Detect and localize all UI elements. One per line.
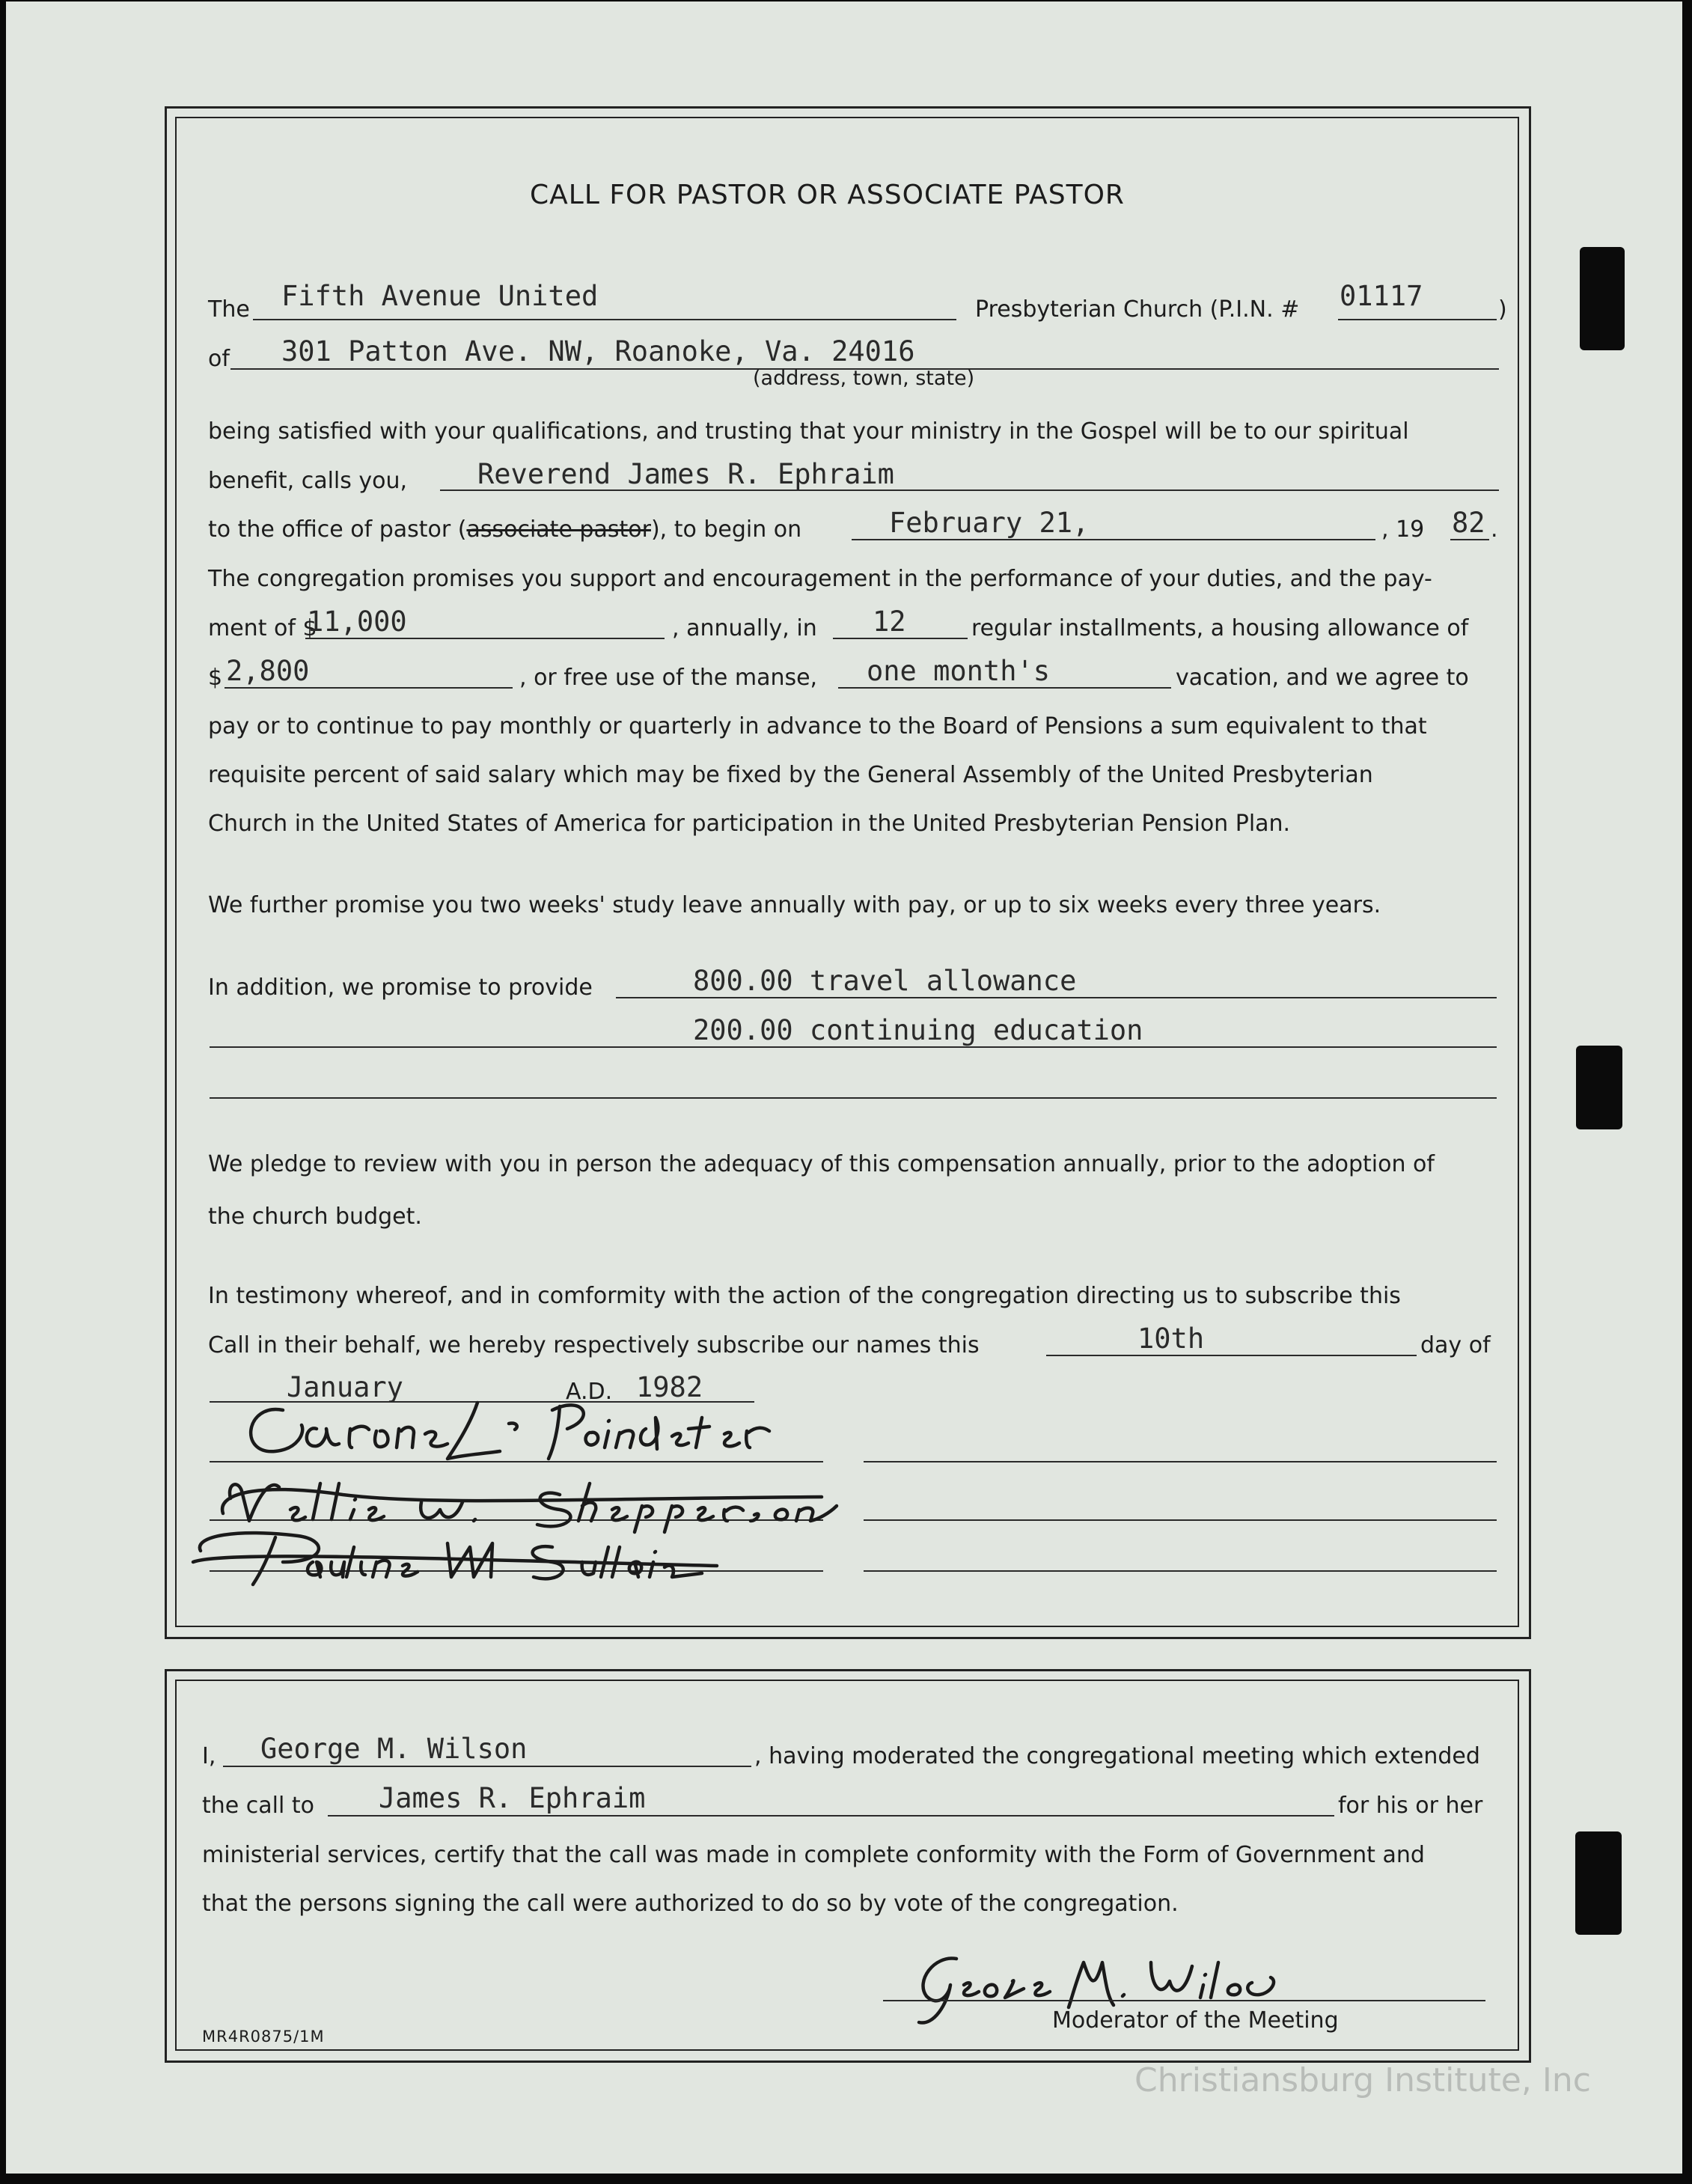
cert-moderator-rule <box>223 1766 751 1767</box>
para5-line1: We pledge to review with you in person the adequacy of this compensation annually, prior to the adoption of <box>208 1151 1435 1177</box>
cert-pastor-field[interactable]: James R. Ephraim <box>379 1782 646 1814</box>
century-label: , 19 <box>1381 516 1425 543</box>
addition-item-2[interactable]: 200.00 continuing education <box>693 1014 1143 1046</box>
line5-mid2: regular installments, a housing allowance of <box>971 615 1469 641</box>
associate-pastor-struck: associate pastor <box>466 516 651 543</box>
line1-prefix: The <box>208 296 250 323</box>
elder-signature-line-4 <box>864 1461 1497 1462</box>
para3-line1: pay or to continue to pay monthly or quarterly in advance to the Board of Pensions a sum equivalent to that <box>208 713 1427 739</box>
para2: The congregation promises you support and encouragement in the performance of your duties, and the pay- <box>208 566 1432 592</box>
installments-rule <box>833 638 968 639</box>
para3-line3: Church in the United States of America for participation in the United Presbyterian Pension Plan. <box>208 811 1291 837</box>
address-caption: (address, town, state) <box>753 367 975 390</box>
pin-close: ) <box>1498 296 1507 323</box>
line2-prefix: of <box>208 346 230 372</box>
church-label: Presbyterian Church (P.I.N. # <box>975 296 1300 323</box>
housing-field[interactable]: 2,800 <box>226 655 310 687</box>
start-date-rule <box>852 539 1375 540</box>
salary-field[interactable]: 11,000 <box>307 606 407 638</box>
binder-hole-top <box>1580 247 1625 350</box>
cert-line2-prefix: the call to <box>202 1793 314 1819</box>
cert-line3: ministerial services, certify that the call was made in complete conformity with the Form of Government and <box>202 1842 1425 1868</box>
elder-signature-line-5 <box>864 1519 1497 1521</box>
cert-pastor-rule <box>328 1815 1334 1817</box>
line5-mid1: , annually, in <box>672 615 817 641</box>
line6-prefix: $ <box>208 665 223 691</box>
para4: We further promise you two weeks' study leave annually with pay, or up to six weeks every three years. <box>208 892 1381 918</box>
church-name-rule <box>253 319 956 320</box>
line6-end: vacation, and we agree to <box>1176 665 1469 691</box>
ad-year-field[interactable]: 1982 <box>636 1371 703 1403</box>
line7-end: day of <box>1420 1332 1491 1358</box>
year-rule <box>1450 539 1489 540</box>
cert-line1-rest: , having moderated the congregational meeting which extended <box>754 1743 1480 1769</box>
para1: being satisfied with your qualifications, and trusting that your ministry in the Gospel will be to our spiritual <box>208 418 1409 445</box>
month-field[interactable]: January <box>287 1371 403 1403</box>
elder-signature-1 <box>230 1388 799 1473</box>
line3-prefix: benefit, calls you, <box>208 468 408 494</box>
pin-rule <box>1338 319 1497 320</box>
moderator-signature-line <box>883 2000 1485 2001</box>
line4-prefix: to the office of pastor ( <box>208 516 467 543</box>
ad-label: A.D. <box>566 1379 613 1405</box>
line6-mid: , or free use of the manse, <box>519 665 818 691</box>
addition-rule-3 <box>210 1097 1497 1099</box>
line5-prefix: ment of $ <box>208 615 317 641</box>
document-page <box>6 1 1682 2174</box>
housing-rule <box>225 687 513 689</box>
form-code: MR4R0875/1M <box>202 2028 325 2046</box>
binder-hole-bottom <box>1575 1831 1622 1935</box>
pin-field[interactable]: 01117 <box>1340 280 1423 312</box>
cert-line1-prefix: I, <box>202 1743 216 1769</box>
moderator-label: Moderator of the Meeting <box>1052 2007 1339 2034</box>
para5-line2: the church budget. <box>208 1204 422 1230</box>
day-rule <box>1046 1355 1417 1356</box>
addition-rule-1 <box>616 997 1497 998</box>
pastor-name-field[interactable]: Reverend James R. Ephraim <box>477 458 894 490</box>
line4-mid: ), to begin on <box>650 516 802 543</box>
church-name-field[interactable]: Fifth Avenue United <box>281 280 599 312</box>
line4-end: . <box>1491 516 1498 543</box>
vacation-rule <box>838 687 1171 689</box>
cert-line4: that the persons signing the call were authorized to do so by vote of the congregation. <box>202 1891 1179 1917</box>
start-date-field[interactable]: February 21, <box>889 507 1090 539</box>
elder-signature-line-6 <box>864 1570 1497 1572</box>
address-field[interactable]: 301 Patton Ave. NW, Roanoke, Va. 24016 <box>281 335 915 367</box>
day-field[interactable]: 10th <box>1137 1323 1205 1355</box>
para3-line2: requisite percent of said salary which may be fixed by the General Assembly of the United Presbyterian <box>208 762 1373 788</box>
salary-rule <box>305 638 665 639</box>
addition-prefix: In addition, we promise to provide <box>208 974 593 1001</box>
vacation-field[interactable]: one month's <box>867 655 1051 687</box>
installments-field[interactable]: 12 <box>873 606 906 638</box>
line7-prefix: Call in their behalf, we hereby respectively subscribe our names this <box>208 1332 980 1358</box>
watermark: Christiansburg Institute, Inc <box>1134 2061 1591 2099</box>
form-title: CALL FOR PASTOR OR ASSOCIATE PASTOR <box>530 180 1125 210</box>
para6: In testimony whereof, and in comformity with the action of the congregation directing us to subscribe this <box>208 1283 1401 1309</box>
cert-moderator-field[interactable]: George M. Wilson <box>260 1733 528 1765</box>
addition-item-1[interactable]: 800.00 travel allowance <box>693 965 1077 997</box>
elder-signature-3 <box>193 1521 867 1591</box>
addition-rule-2 <box>210 1046 1497 1048</box>
cert-line2-rest: for his or her <box>1338 1793 1483 1819</box>
start-year-field[interactable]: 82 <box>1452 507 1485 539</box>
binder-hole-middle <box>1576 1046 1622 1129</box>
